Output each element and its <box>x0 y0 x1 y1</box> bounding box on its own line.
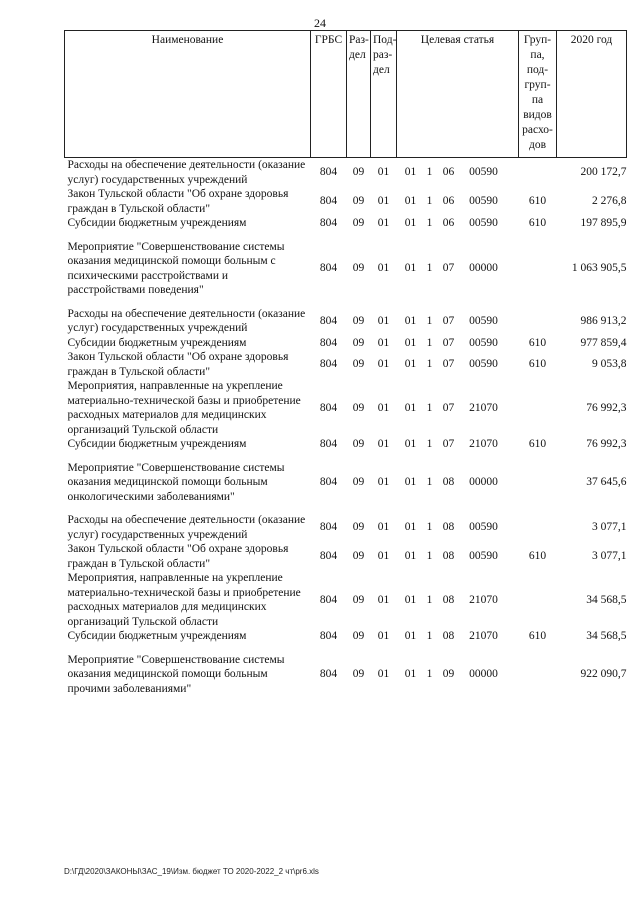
target-article-part: 07 <box>442 401 455 414</box>
target-article-part: 01 <box>404 358 417 371</box>
row-grbs: 804 <box>319 668 338 680</box>
row-spacer <box>65 644 627 653</box>
row-target-article <box>397 336 519 351</box>
target-article-part: 07 <box>442 438 455 450</box>
row-grbs: 804 <box>319 336 338 349</box>
row-grbs: 804 <box>319 593 338 606</box>
row-vid <box>519 571 557 629</box>
row-vid <box>519 379 557 437</box>
target-article-part: 00590 <box>469 358 498 371</box>
row-sum: 3 077,1 <box>592 521 627 534</box>
row-podrazdel: 01 <box>377 630 390 642</box>
target-article-part: 1 <box>426 217 433 229</box>
target-article-part: 01 <box>404 166 417 179</box>
row-sum: 977 859,4 <box>580 336 627 349</box>
target-article-part: 00590 <box>469 314 498 327</box>
table-row <box>65 437 627 452</box>
target-article-part: 01 <box>404 438 417 450</box>
target-article-part: 01 <box>404 401 417 414</box>
target-article-part: 1 <box>426 521 433 534</box>
table-row <box>65 307 627 336</box>
table-row <box>65 542 627 571</box>
row-spacer <box>65 298 627 307</box>
row-razdel: 09 <box>352 358 365 371</box>
row-name: Мероприятия, направленные на укрепление материально-технической базы и приобретение расходных материалов для медицинских организаций Тульской области <box>67 380 301 436</box>
table-row <box>65 336 627 351</box>
row-sum: 922 090,7 <box>580 668 627 680</box>
row-razdel: 09 <box>352 550 365 563</box>
target-article-part: 21070 <box>469 401 498 414</box>
target-article-part: 21070 <box>469 438 498 450</box>
target-article-part: 07 <box>442 358 455 371</box>
table-row <box>65 379 627 437</box>
table-row <box>65 461 627 505</box>
header-razdel: Раз-дел <box>347 31 371 158</box>
row-grbs: 804 <box>319 358 338 371</box>
target-article-part: 08 <box>442 630 455 642</box>
header-sum: 2020 год <box>557 31 627 158</box>
table-row <box>65 240 627 298</box>
target-article-part: 01 <box>404 521 417 534</box>
row-razdel: 09 <box>352 195 365 208</box>
row-spacer <box>65 504 627 513</box>
row-grbs: 804 <box>319 314 338 327</box>
row-grbs: 804 <box>319 630 338 642</box>
target-article-part: 1 <box>426 593 433 606</box>
row-vid <box>519 461 557 505</box>
row-podrazdel: 01 <box>377 314 390 327</box>
row-vid <box>519 240 557 298</box>
target-article-part: 08 <box>442 550 455 563</box>
target-article-part: 1 <box>426 166 433 179</box>
row-vid <box>519 513 557 542</box>
row-vid: 610 <box>528 217 547 229</box>
page-number: 24 <box>314 16 326 30</box>
row-target-article <box>397 187 519 216</box>
row-sum: 37 645,6 <box>586 476 627 488</box>
budget-table <box>64 30 627 696</box>
row-razdel: 09 <box>352 476 365 488</box>
target-article-part: 21070 <box>469 593 498 606</box>
row-razdel: 09 <box>352 401 365 414</box>
row-spacer-cell <box>65 644 627 653</box>
target-article-part: 07 <box>442 262 455 275</box>
row-vid: 610 <box>528 195 547 208</box>
row-spacer <box>65 452 627 461</box>
row-name: Закон Тульской области "Об охране здоровья граждан в Тульской области" <box>67 543 289 570</box>
target-article-part: 07 <box>442 314 455 327</box>
target-article-part: 09 <box>442 668 455 680</box>
table-row <box>65 216 627 231</box>
row-podrazdel: 01 <box>377 521 390 534</box>
row-name: Расходы на обеспечение деятельности (оказание услуг) государственных учреждений <box>67 307 306 334</box>
row-target-article <box>397 653 519 697</box>
row-grbs: 804 <box>319 550 338 563</box>
row-podrazdel: 01 <box>377 476 390 488</box>
row-sum: 1 063 905,5 <box>571 262 627 275</box>
row-spacer <box>65 231 627 240</box>
table-row <box>65 187 627 216</box>
row-razdel: 09 <box>352 668 365 680</box>
row-name: Мероприятие "Совершенствование системы оказания медицинской помощи больным онкологическими заболеваниями" <box>67 461 285 503</box>
target-article-part: 08 <box>442 476 455 488</box>
target-article-part: 06 <box>442 217 455 229</box>
row-sum: 2 276,8 <box>592 195 627 208</box>
target-article-part: 01 <box>404 217 417 229</box>
target-article-part: 00590 <box>469 195 498 208</box>
table-row <box>65 653 627 697</box>
row-target-article <box>397 571 519 629</box>
target-article-part: 1 <box>426 358 433 371</box>
row-podrazdel: 01 <box>377 550 390 563</box>
row-grbs: 804 <box>319 438 338 450</box>
row-target-article <box>397 307 519 336</box>
target-article-part: 01 <box>404 336 417 349</box>
row-razdel: 09 <box>352 630 365 642</box>
row-target-article <box>397 629 519 644</box>
row-name: Закон Тульской области "Об охране здоровья граждан в Тульской области" <box>67 351 289 378</box>
target-article-part: 1 <box>426 336 433 349</box>
row-target-article <box>397 240 519 298</box>
row-target-article <box>397 379 519 437</box>
target-article-part: 1 <box>426 438 433 450</box>
row-name: Расходы на обеспечение деятельности (оказание услуг) государственных учреждений <box>67 514 306 541</box>
row-podrazdel: 01 <box>377 262 390 275</box>
row-grbs: 804 <box>319 166 338 179</box>
row-spacer-cell <box>65 452 627 461</box>
row-sum: 197 895,9 <box>580 217 627 229</box>
row-target-article <box>397 350 519 379</box>
budget-table-sheet <box>64 30 627 696</box>
row-grbs: 804 <box>319 401 338 414</box>
row-target-article <box>397 461 519 505</box>
target-article-part: 1 <box>426 630 433 642</box>
target-article-part: 00590 <box>469 550 498 563</box>
row-vid <box>519 307 557 336</box>
file-path-footer: D:\ГД\2020\ЗАКОНЫ\ЗАС_19\Изм. бюджет ТО 2020-2022_2 чт\pr6.xls <box>64 867 319 876</box>
target-article-part: 01 <box>404 476 417 488</box>
row-grbs: 804 <box>319 195 338 208</box>
header-target: Целевая статья <box>397 31 519 158</box>
row-podrazdel: 01 <box>377 358 390 371</box>
target-article-part: 01 <box>404 314 417 327</box>
row-sum: 34 568,5 <box>586 593 627 606</box>
row-name: Мероприятие "Совершенствование системы оказания медицинской помощи больным прочими заболеваниями" <box>67 653 285 695</box>
target-article-part: 00590 <box>469 166 498 179</box>
row-grbs: 804 <box>319 476 338 488</box>
target-article-part: 01 <box>404 630 417 642</box>
target-article-part: 00590 <box>469 521 498 534</box>
row-target-article <box>397 216 519 231</box>
row-vid: 610 <box>528 336 547 349</box>
row-target-article <box>397 513 519 542</box>
row-sum: 34 568,5 <box>586 630 627 642</box>
row-sum: 76 992,3 <box>586 401 627 414</box>
row-vid <box>519 158 557 188</box>
row-name: Субсидии бюджетным учреждениям <box>67 630 247 642</box>
table-row <box>65 571 627 629</box>
target-article-part: 1 <box>426 314 433 327</box>
table-body <box>65 158 627 697</box>
row-sum: 9 053,8 <box>592 358 627 371</box>
target-article-part: 1 <box>426 550 433 563</box>
row-target-article <box>397 158 519 188</box>
target-article-part: 01 <box>404 550 417 563</box>
row-name: Мероприятие "Совершенствование системы оказания медицинской помощи больным с психическими расстройствами и расстройствами поведения" <box>67 240 285 296</box>
row-podrazdel: 01 <box>377 217 390 229</box>
target-article-part: 08 <box>442 521 455 534</box>
row-sum: 3 077,1 <box>592 550 627 563</box>
header-podrazdel: Под-раз-дел <box>371 31 397 158</box>
row-vid: 610 <box>528 438 547 450</box>
target-article-part: 01 <box>404 593 417 606</box>
row-name: Субсидии бюджетным учреждениям <box>67 217 247 229</box>
header-grbs: ГРБС <box>311 31 347 158</box>
row-razdel: 09 <box>352 438 365 450</box>
row-razdel: 09 <box>352 314 365 327</box>
table-row <box>65 513 627 542</box>
row-name: Субсидии бюджетным учреждениям <box>67 336 247 349</box>
target-article-part: 00000 <box>469 476 498 488</box>
row-sum: 200 172,7 <box>580 166 627 179</box>
row-spacer-cell <box>65 298 627 307</box>
header-name: Наименование <box>65 31 311 158</box>
target-article-part: 06 <box>442 166 455 179</box>
table-row <box>65 629 627 644</box>
row-name: Расходы на обеспечение деятельности (оказание услуг) государственных учреждений <box>67 159 306 186</box>
target-article-part: 1 <box>426 262 433 275</box>
target-article-part: 00000 <box>469 262 498 275</box>
row-vid <box>519 653 557 697</box>
row-podrazdel: 01 <box>377 593 390 606</box>
target-article-part: 06 <box>442 195 455 208</box>
row-podrazdel: 01 <box>377 401 390 414</box>
target-article-part: 01 <box>404 668 417 680</box>
target-article-part: 1 <box>426 668 433 680</box>
row-razdel: 09 <box>352 521 365 534</box>
row-target-article <box>397 437 519 452</box>
target-article-part: 01 <box>404 195 417 208</box>
row-spacer-cell <box>65 231 627 240</box>
row-name: Закон Тульской области "Об охране здоровья граждан в Тульской области" <box>67 188 289 215</box>
target-article-part: 00590 <box>469 336 498 349</box>
row-razdel: 09 <box>352 593 365 606</box>
row-razdel: 09 <box>352 217 365 229</box>
table-row <box>65 158 627 188</box>
row-vid: 610 <box>528 358 547 371</box>
row-sum: 986 913,2 <box>580 314 627 327</box>
row-podrazdel: 01 <box>377 668 390 680</box>
table-row <box>65 350 627 379</box>
row-vid: 610 <box>528 630 547 642</box>
header-vid: Груп-па, под-груп-па видов расхо-дов <box>519 31 557 158</box>
target-article-part: 21070 <box>469 630 498 642</box>
target-article-part: 01 <box>404 262 417 275</box>
row-name: Субсидии бюджетным учреждениям <box>67 438 247 450</box>
target-article-part: 08 <box>442 593 455 606</box>
row-podrazdel: 01 <box>377 195 390 208</box>
row-vid: 610 <box>528 550 547 563</box>
target-article-part: 00000 <box>469 668 498 680</box>
target-article-part: 1 <box>426 401 433 414</box>
row-podrazdel: 01 <box>377 336 390 349</box>
row-razdel: 09 <box>352 262 365 275</box>
target-article-part: 00590 <box>469 217 498 229</box>
row-razdel: 09 <box>352 336 365 349</box>
row-sum: 76 992,3 <box>586 438 627 450</box>
row-grbs: 804 <box>319 521 338 534</box>
target-article-part: 07 <box>442 336 455 349</box>
table-header-row <box>65 31 627 158</box>
row-grbs: 804 <box>319 262 338 275</box>
row-target-article <box>397 542 519 571</box>
row-razdel: 09 <box>352 166 365 179</box>
row-podrazdel: 01 <box>377 438 390 450</box>
target-article-part: 1 <box>426 476 433 488</box>
row-name: Мероприятия, направленные на укрепление материально-технической базы и приобретение расходных материалов для медицинских организаций Тульской области <box>67 572 301 628</box>
row-grbs: 804 <box>319 217 338 229</box>
target-article-part: 1 <box>426 195 433 208</box>
row-spacer-cell <box>65 504 627 513</box>
row-podrazdel: 01 <box>377 166 390 179</box>
